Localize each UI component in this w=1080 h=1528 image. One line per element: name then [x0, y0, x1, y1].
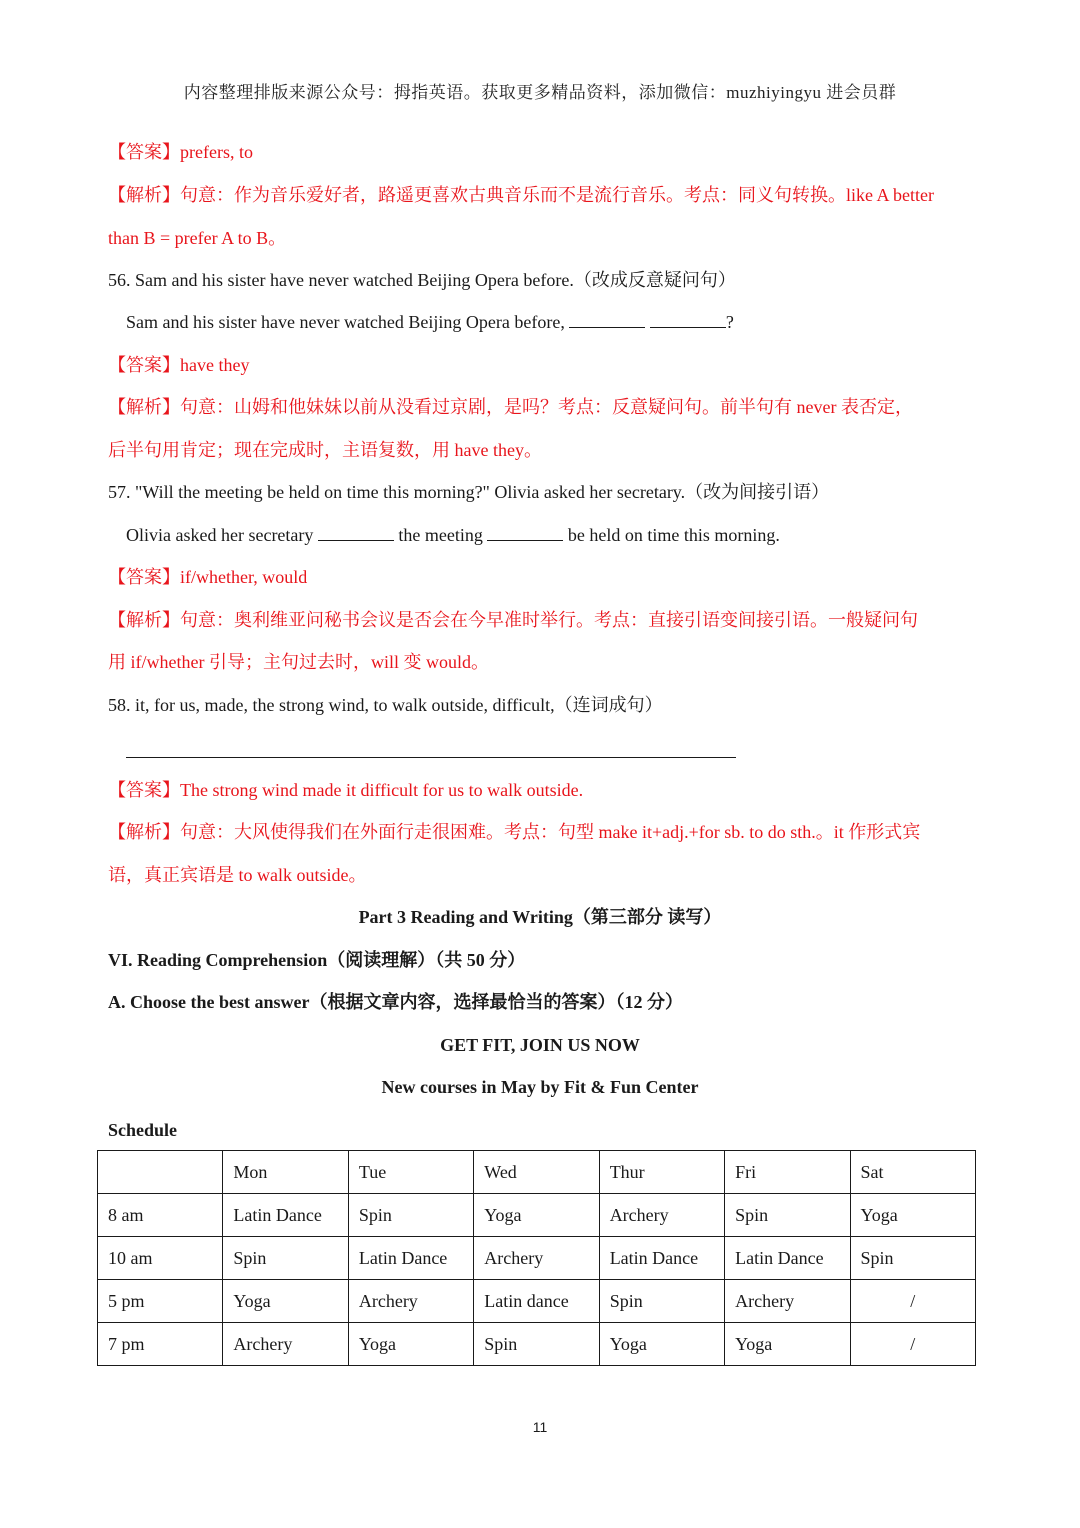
- q57-prompt: [126, 522, 780, 548]
- q55-analysis-line1: 【解析】句意：作为音乐爱好者，路遥更喜欢古典音乐而不是流行音乐。考点：同义句转换。like A better: [108, 185, 934, 205]
- page-header: 内容整理排版来源公众号：拇指英语。获取更多精品资料，添加微信：muzhiyingyu 进会员群: [183, 83, 897, 102]
- q58-answer-line[interactable]: [126, 757, 736, 758]
- table-cell: Yoga: [725, 1323, 850, 1366]
- q56-blank-1[interactable]: [569, 309, 645, 328]
- subsection-title: A. Choose the best answer（根据文章内容，选择最恰当的答案）（12 分）: [108, 992, 683, 1012]
- time-cell: 8 am: [98, 1194, 223, 1237]
- q56-question: 56. Sam and his sister have never watched Beijing Opera before.（改成反意疑问句）: [108, 270, 736, 290]
- table-row: [98, 1280, 976, 1323]
- article-title: GET FIT, JOIN US NOW: [440, 1035, 640, 1055]
- table-cell: Spin: [850, 1237, 975, 1280]
- q58-answer: 【答案】The strong wind made it difficult for us to walk outside.: [108, 780, 584, 800]
- q57-prompt-part1: Olivia asked her secretary: [126, 525, 318, 545]
- q56-blank-2[interactable]: [650, 309, 726, 328]
- header-cell: Sat: [850, 1151, 975, 1194]
- table-cell: Archery: [474, 1237, 599, 1280]
- q57-analysis-line1: 【解析】句意：奥利维亚问秘书会议是否会在今早准时举行。考点：直接引语变间接引语。一般疑问句: [108, 610, 918, 630]
- q58-analysis-line2: 语，真正宾语是 to walk outside。: [108, 865, 367, 885]
- q56-prompt-end: ?: [725, 312, 734, 332]
- table-cell: Spin: [474, 1323, 599, 1366]
- table-cell: Yoga: [599, 1323, 724, 1366]
- table-row: [98, 1194, 976, 1237]
- table-row: [98, 1237, 976, 1280]
- table-cell: Spin: [348, 1194, 473, 1237]
- part3-title: Part 3 Reading and Writing（第三部分 读写）: [358, 907, 722, 927]
- q56-prompt-start: Sam and his sister have never watched Beijing Opera before,: [126, 312, 570, 332]
- table-cell: Spin: [223, 1237, 348, 1280]
- page-number: 11: [532, 1419, 548, 1435]
- q57-prompt-part2: the meeting: [393, 525, 488, 545]
- table-cell: Latin Dance: [725, 1237, 850, 1280]
- time-cell: 10 am: [98, 1237, 223, 1280]
- table-cell: Latin Dance: [599, 1237, 724, 1280]
- q58-analysis-line1: 【解析】句意：大风使得我们在外面行走很困难。考点：句型 make it+adj.+for sb. to do sth.。it 作形式宾: [108, 822, 921, 842]
- schedule-table: [97, 1150, 976, 1366]
- table-cell: Latin Dance: [348, 1237, 473, 1280]
- table-cell-empty: /: [850, 1323, 975, 1366]
- table-row: [98, 1323, 976, 1366]
- table-cell: Latin dance: [474, 1280, 599, 1323]
- q57-blank-1[interactable]: [318, 522, 394, 541]
- time-cell: 7 pm: [98, 1323, 223, 1366]
- q57-analysis-line2: 用 if/whether 引导；主句过去时，will 变 would。: [108, 652, 489, 672]
- table-cell: Archery: [223, 1323, 348, 1366]
- table-cell: Yoga: [850, 1194, 975, 1237]
- section-title: VI. Reading Comprehension（阅读理解）（共 50 分）: [108, 950, 526, 970]
- header-cell: Mon: [223, 1151, 348, 1194]
- table-cell-empty: /: [850, 1280, 975, 1323]
- table-cell: Latin Dance: [223, 1194, 348, 1237]
- table-cell: Archery: [725, 1280, 850, 1323]
- header-cell: Thur: [599, 1151, 724, 1194]
- q55-analysis-line2: than B = prefer A to B。: [108, 228, 287, 248]
- q58-question: 58. it, for us, made, the strong wind, to walk outside, difficult,（连词成句）: [108, 695, 663, 715]
- table-cell: Archery: [348, 1280, 473, 1323]
- q57-question: 57. "Will the meeting be held on time this morning?" Olivia asked her secretary.（改为间接引语）: [108, 482, 830, 502]
- table-cell: Yoga: [348, 1323, 473, 1366]
- header-cell: [98, 1151, 223, 1194]
- table-cell: Archery: [599, 1194, 724, 1237]
- q57-blank-2[interactable]: [487, 522, 563, 541]
- q56-answer: 【答案】have they: [108, 355, 250, 375]
- time-cell: 5 pm: [98, 1280, 223, 1323]
- table-cell: Spin: [599, 1280, 724, 1323]
- header-cell: Fri: [725, 1151, 850, 1194]
- article-subtitle: New courses in May by Fit & Fun Center: [381, 1077, 699, 1097]
- schedule-label: Schedule: [108, 1120, 178, 1140]
- q56-analysis-line2: 后半句用肯定；现在完成时，主语复数，用 have they。: [108, 440, 542, 460]
- table-header-row: [98, 1151, 976, 1194]
- table-cell: Yoga: [223, 1280, 348, 1323]
- q55-answer: 【答案】prefers, to: [108, 142, 253, 162]
- q56-analysis-line1: 【解析】句意：山姆和他妹妹以前从没看过京剧，是吗？考点：反意疑问句。前半句有 never 表否定，: [108, 397, 913, 417]
- q57-prompt-part3: be held on time this morning.: [563, 525, 780, 545]
- q56-prompt: [126, 309, 734, 335]
- header-cell: Wed: [474, 1151, 599, 1194]
- table-cell: Yoga: [474, 1194, 599, 1237]
- table-cell: Spin: [725, 1194, 850, 1237]
- q57-answer: 【答案】if/whether, would: [108, 567, 308, 587]
- header-cell: Tue: [348, 1151, 473, 1194]
